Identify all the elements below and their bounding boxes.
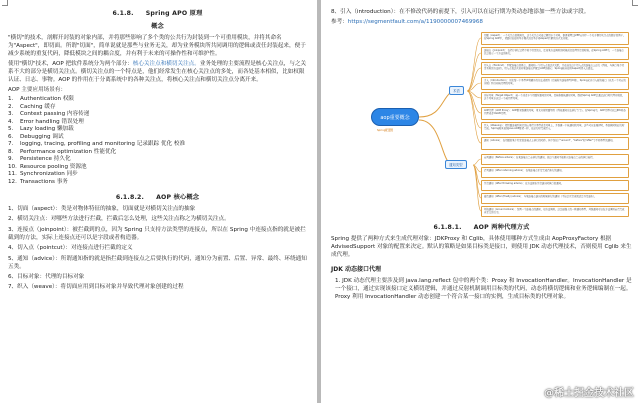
jdk-proxy-item: 1. JDK 动态代理主要涉及到 java.lang.reflect 包中的两个类：Proxy 和 InvocationHandler。InvocationHandler 是一个接口，通过实现该接口定义横切逻辑，并通过反射机制调用目标类的代码，动态将横切逻辑和业务逻辑编制在一起。Proxy 利用 InvocationHandler 动态创建一个符合某一接口的实例，生成目标类的代理对象。 <box>335 278 632 300</box>
mindmap-term-box: 切入点（Pointcut）：匹配连接点的断言。通知和一个切入点表达式关联，并在满足这个切入点的连接点上运行（例如，当执行某个特定名称的方法时）。切入点表达式如何和连接点匹配是AOP的核心：Spring缺省使用AspectJ切入点语法。 <box>481 62 629 75</box>
mindmap-center-node: aop重要概念 <box>371 108 419 126</box>
page-corner-mark <box>632 0 638 6</box>
definition-item: 3、连接点（joinpoint）：被拦截到的点，因为 Spring 只支持方法类型的连接点，所以在 Spring 中连接点指的就是被拦截到的方法，实际上连接点还可以是字段或者构造器。 <box>8 226 306 241</box>
mindmap-term-box: 通知（Advice）：在切面的某个特定的连接点上执行的动作。其中包括了"around"、"before"和"after"等不同类型的通知。 <box>481 137 629 150</box>
scenario-item: 2. Caching 缓存 <box>8 103 56 110</box>
mindmap-term-box: 织入（Weaving）：把切面连接到其它的应用程序类型或者对象上，并创建一个被通知的对象。这些可以在编译时，类加载时和运行时完成。Spring和其他纯Java AOP框架一样，在运行时完成织入。 <box>481 122 629 135</box>
mindmap-advice-box: 前置通知（Before advice）：在某连接点之前执行的通知，但这个通知不能阻止连接点之前的执行流程。 <box>481 154 629 165</box>
mindmap-term-box: 切面（Aspect）：一个关注点的模块化，这个关注点可能会横切多个对象。事务管理是J2EE应用中一个关于横切关注点的很好的例子。在Spring AOP中，切面可以使用基于模式或者基于@Aspect注解的方式来实现。 <box>481 32 629 45</box>
scenario-item: 9. Persistence 持久化 <box>8 156 71 162</box>
scenario-item: 3. Context passing 内容传递 <box>8 111 90 117</box>
definition-item: 1、切面（aspect）：类是对物体特征的抽象，切面就是对横切关注点的抽象 <box>8 206 196 212</box>
mindmap-advice-box: 后置通知（After returning advice）：在某连接点正常完成后执行的通知。 <box>481 167 629 178</box>
reference-link[interactable]: https://segmentfault.com/a/1190000007469968 <box>347 19 483 25</box>
scenario-item: 6. Debugging 调试 <box>8 133 64 140</box>
scenario-item: 5. Lazy loading 懒加载 <box>8 126 74 132</box>
scenario-item: 11. Synchronization 同步 <box>8 171 78 177</box>
section-heading-aop-principle: 6.1.8. Spring APO 原理 <box>112 10 203 17</box>
scenario-list <box>8 96 307 186</box>
mindmap-advice-box: 异常通知（After throwing advice）：在方法抛出异常退出时执行的通知。 <box>481 180 629 191</box>
mindmap-branch-advice-types: 通知类型 <box>445 160 467 169</box>
mindmap-term-box: 引入（Introduction）：用来给一个类型声明额外的方法或属性（也被称为连接类型声明）。Spring允许引入新的接口（以及一个对应的实现）到任何被代理的对象。 <box>481 77 629 90</box>
definition-list <box>8 205 307 291</box>
scenario-item: 10. Resource pooling 资源池 <box>8 163 87 170</box>
mindmap-branch-terms: 术语 <box>449 86 464 95</box>
page-corner-mark <box>2 0 8 6</box>
mindmap-note: Spring配置图 <box>377 129 394 132</box>
scenario-item: 1. Authentication 权限 <box>8 96 75 102</box>
mindmap-advice-box: 环绕通知（Around Advice）：包围一个连接点的通知，如方法调用。这是最强大的一种通知类型。环绕通知可以在方法调用前后完成自定义的行为。 <box>481 206 629 217</box>
section-heading-core-concepts: 6.1.8.2. AOP 核心概念 <box>115 194 200 201</box>
definition-item: 4、切入点（pointcut）：对连接点进行拦截的定义 <box>8 245 133 252</box>
paragraph-introduction: 8、引入（introduction）：在不修改代码的前提下，引入可以在运行期为类动态地添加一些方法或字段。 <box>331 9 590 15</box>
mindmap-term-box: AOP代理（AOP Proxy）：AOP框架创建的对象，用来实现切面契约（例如通知方法执行等等）。在Spring中，AOP代理可以是JDK动态代理或者CGLIB代理。 <box>481 107 629 120</box>
right-page <box>321 0 640 403</box>
paragraph-crosscutting-2: 使用"横切"技术，AOP 把软件系统分为两个部分：核心关注点和横切关注点。业务处理的主要流程是核心关注点，与之关系不大的部分是横切关注点。横切关注点的一个特点是，他们经常发生在核心关注点的多处，而各处基本相似，比如权限认证、日志、事物。AOP 的作用在于分离系统中的各种关注点，将核心关注点和横切关注点分离开来。 <box>8 61 307 83</box>
definition-item: 7、织入（weave）：将切面应用到目标对象并导致代理对象创建的过程 <box>8 284 184 291</box>
left-page <box>0 0 317 403</box>
subsection-heading-concept: 概念 <box>151 23 164 30</box>
paragraph-scenarios-intro: AOP 主要应用场景有： <box>8 87 67 93</box>
scenario-item: 8. Performance optimization 性能优化 <box>8 148 117 155</box>
scenario-item: 4. Error handling 错误处理 <box>8 118 84 125</box>
definition-item: 6、目标对象：代理的目标对象 <box>8 273 85 280</box>
scenario-item: 7. logging, tracing, profiling and monitoring 记录跟踪 优化 校准 <box>8 141 186 147</box>
subheading-jdk-proxy: JDK 动态接口代理 <box>331 266 381 273</box>
reference-line: 参考：https://segmentfault.com/a/1190000007469968 <box>331 19 483 25</box>
section-heading-proxy-modes: 6.1.8.1. AOP 两种代理方式 <box>433 224 530 231</box>
definition-item: 2、横切关注点：对哪些方法进行拦截，拦截后怎么处理，这些关注点称之为横切关注点。 <box>8 216 230 223</box>
mindmap-advice-box: 最终通知（After (finally) advice）：当某连接点退出的时候执行的通知（不论是正常返回还是异常退出）。 <box>481 193 629 204</box>
paragraph-crosscutting: "横切"的技术，剖解开封装的对象内部，并将那些影响了多个类的公共行为封装到一个可重用模块，并将其命名为"Aspect"，即切面。所谓"切面"，简单说就是那些与业务无关，却为业务模块所共同调用的逻辑或责任封装起来，便于减少系统的重复代码，降低模块之间的耦合度，并有利于未来的可操作性和可维护性。 <box>8 35 306 57</box>
mindmap-term-box: 目标对象（Target Object）：被一个或者多个切面所通知的对象。也被称做被通知对象。既然Spring AOP是通过运行时代理实现的，这个对象永远是一个被代理对象。 <box>481 92 629 105</box>
paragraph-proxy-modes: Spring 提供了两种方式来生成代理对象：JDKProxy 和 Cglib，具体使用哪种方式生成由 AopProxyFactory 根据 AdvisedSupport 对象的配置来决定。默认的策略是如果目标类是接口，则使用 JDK 动态代理技术，否则使用 Cglib 来生成代理。 <box>331 236 632 258</box>
mindmap-term-box: 连接点（Joinpoint）：在程序执行过程中某个特定的点，比如某方法调用的时候或者处理异常的时候。在Spring AOP中，一个连接点总是表示一个方法的执行。 <box>481 47 629 60</box>
watermark: @稀土掘金技术社区 <box>544 388 634 399</box>
scenario-item: 12. Transactions 事务 <box>8 178 68 185</box>
aop-mindmap <box>331 30 631 220</box>
definition-item: 5、通知（advice）：所谓通知指的就是指拦截到连接点之后要执行的代码，通知分为前置、后置、异常、最终、环绕通知五类。 <box>8 255 307 270</box>
